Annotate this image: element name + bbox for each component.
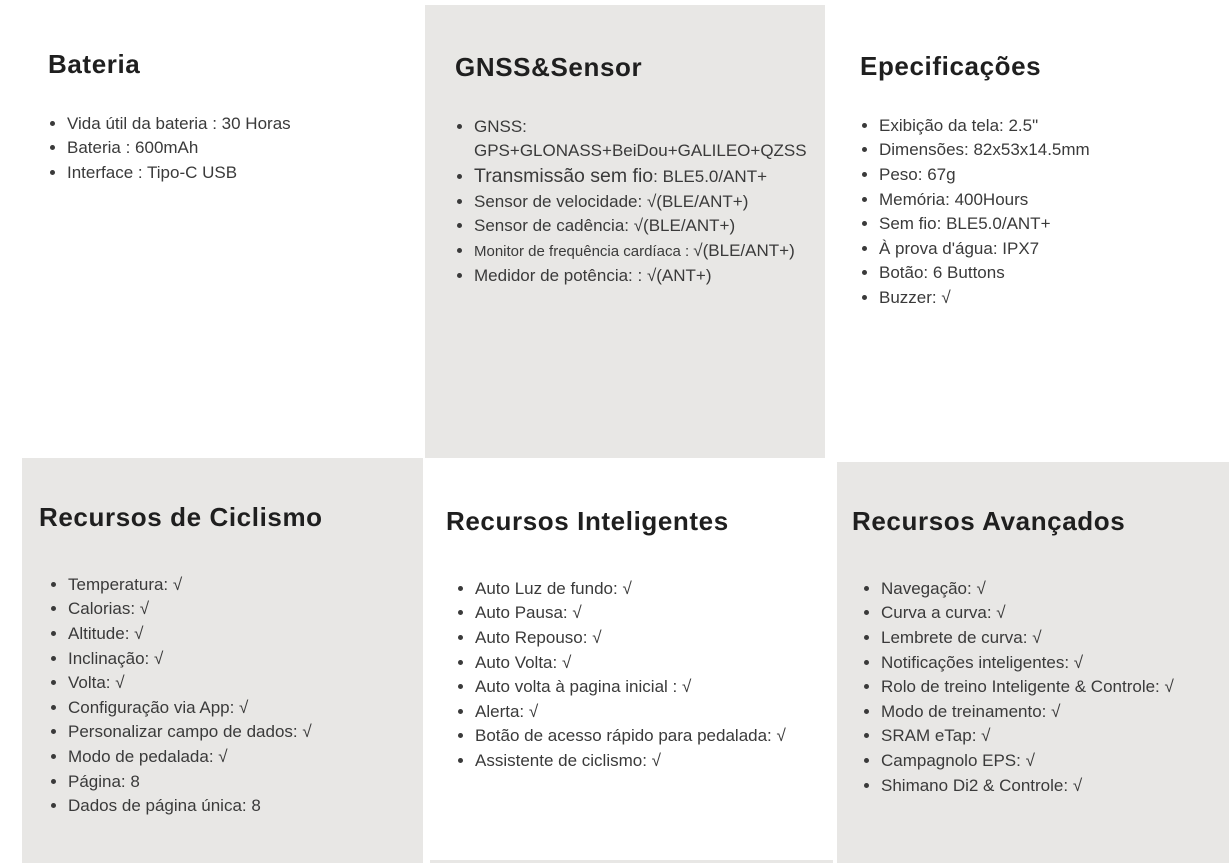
panel-gnss-sensor [425, 5, 825, 458]
spec-list-recursos-inteligentes [446, 577, 825, 774]
spec-item: • Memória: 400Hours [879, 188, 1217, 213]
spec-item-label: GNSS: [474, 116, 527, 136]
spec-item: • Campagnolo EPS: √ [881, 749, 1217, 774]
spec-item: • Navegação: √ [881, 577, 1217, 602]
spec-item-label: Transmissão sem fio [474, 165, 654, 188]
spec-item: • Vida útil da bateria : 30 Horas [67, 112, 401, 137]
spec-item: • Auto Volta: √ [475, 651, 825, 676]
spec-item: • Dimensões: 82x53x14.5mm [879, 138, 1217, 163]
spec-item: • Medidor de potência: : √(ANT+) [474, 264, 813, 289]
spec-item: • Modo de treinamento: √ [881, 700, 1217, 725]
spec-item: • Altitude: √ [68, 622, 411, 647]
spec-item: • SRAM eTap: √ [881, 724, 1217, 749]
panel-title-bateria: Bateria [48, 49, 141, 79]
spec-list-recursos-avancados [852, 577, 1217, 798]
spec-item: • Calorias: √ [68, 597, 411, 622]
spec-item: • Notificações inteligentes: √ [881, 651, 1217, 676]
spec-item: • Sensor de cadência: √(BLE/ANT+) [474, 214, 813, 239]
spec-item-label: Monitor de frequência cardíaca : [474, 242, 694, 260]
spec-item: • Peso: 67g [879, 163, 1217, 188]
spec-item-value: √(BLE/ANT+) [693, 240, 795, 260]
spec-list-bateria [48, 112, 401, 186]
panel-recursos-ciclismo [22, 458, 423, 863]
spec-item: • Buzzer: √ [879, 286, 1217, 311]
spec-item: • Auto Pausa: √ [475, 601, 825, 626]
spec-item-value: GPS+GLONASS+BeiDou+GALILEO+QZSS [474, 141, 807, 161]
spec-item: • Auto Luz de fundo: √ [475, 577, 825, 602]
spec-item: • Assistente de ciclismo: √ [475, 749, 825, 774]
spec-item [474, 164, 813, 190]
spec-item: • Bateria : 600mAh [67, 136, 401, 161]
spec-item: • Lembrete de curva: √ [881, 626, 1217, 651]
panel-title-gnss-sensor: GNSS&Sensor [455, 52, 643, 82]
spec-item: • Exibição da tela: 2.5" [879, 114, 1217, 139]
panel-title-recursos-inteligentes: Recursos Inteligentes [446, 506, 729, 536]
spec-item: • Shimano Di2 & Controle: √ [881, 774, 1217, 799]
panel-title-recursos-avancados: Recursos Avançados [852, 506, 1126, 536]
spec-item: • Auto Repouso: √ [475, 626, 825, 651]
spec-item: • Botão de acesso rápido para pedalada: √ [475, 724, 825, 749]
spec-item: • Personalizar campo de dados: √ [68, 720, 411, 745]
spec-item: • Interface : Tipo-C USB [67, 161, 401, 186]
panel-title-especificacoes: Epecificações [860, 51, 1042, 81]
spec-item: • Rolo de treino Inteligente & Controle: √ [881, 675, 1217, 700]
spec-item: • Alerta: √ [475, 700, 825, 725]
panel-recursos-avancados [837, 462, 1229, 863]
spec-item: • Botão: 6 Buttons [879, 261, 1217, 286]
spec-item: • Modo de pedalada: √ [68, 745, 411, 770]
spec-item: • Configuração via App: √ [68, 696, 411, 721]
spec-item: • Volta: √ [68, 671, 411, 696]
spec-item: • Dados de página única: 8 [68, 794, 411, 819]
spec-item: • Curva a curva: √ [881, 601, 1217, 626]
panel-bateria [0, 0, 423, 458]
spec-item: • Auto volta à pagina inicial : √ [475, 675, 825, 700]
spec-item: • Temperatura: √ [68, 573, 411, 598]
panel-especificacoes [837, 0, 1229, 458]
spec-item [474, 115, 813, 164]
spec-item: • Sensor de velocidade: √(BLE/ANT+) [474, 190, 813, 215]
spec-item [474, 239, 813, 265]
panel-title-recursos-ciclismo: Recursos de Ciclismo [39, 502, 323, 532]
panel-recursos-inteligentes [423, 462, 837, 860]
spec-item: • Página: 8 [68, 770, 411, 795]
spec-item: • Sem fio: BLE5.0/ANT+ [879, 212, 1217, 237]
spec-item: • Inclinação: √ [68, 647, 411, 672]
spec-list-especificacoes [860, 114, 1217, 311]
spec-item: • À prova d'água: IPX7 [879, 237, 1217, 262]
spec-item-value: : BLE5.0/ANT+ [653, 167, 768, 187]
spec-list-gnss-sensor [455, 115, 813, 289]
spec-list-recursos-ciclismo [39, 573, 411, 819]
